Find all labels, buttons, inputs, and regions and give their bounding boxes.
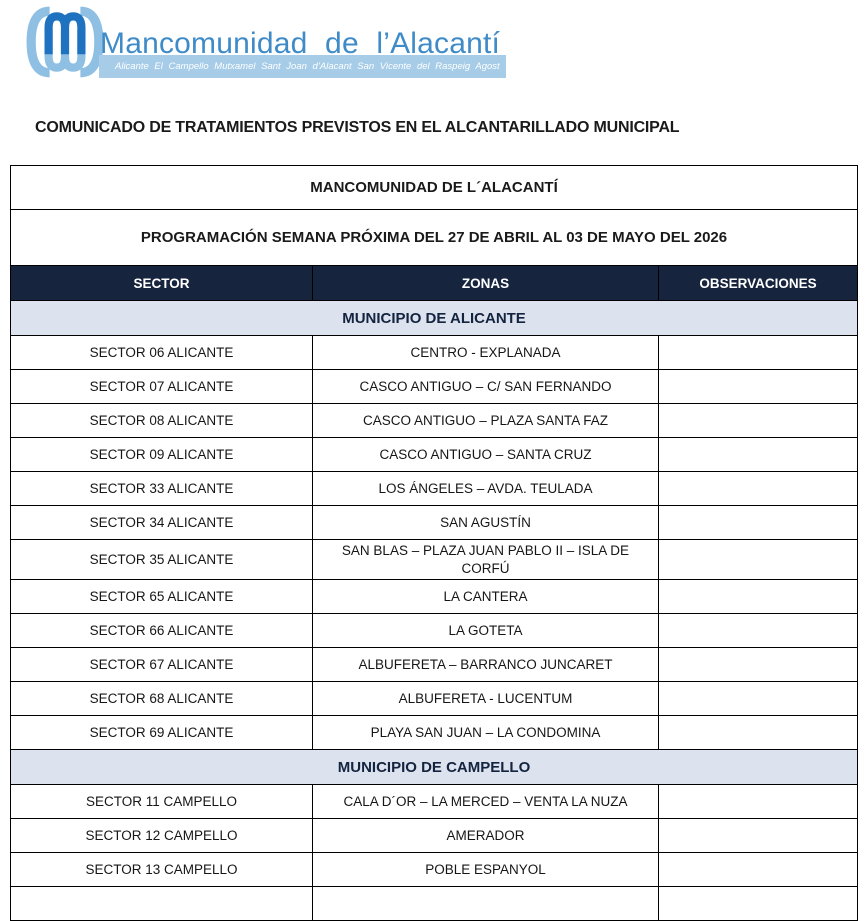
- table-title-row: [11, 166, 858, 210]
- sector-cell: SECTOR 35 ALICANTE: [11, 540, 313, 580]
- observations-cell: [659, 540, 858, 580]
- observations-cell: [659, 887, 858, 921]
- municipalities-list: Alicante El Campello Mutxamel Sant Joan d’Alacant San Vicente del Raspeig Agost: [115, 61, 500, 72]
- sector-cell: SECTOR 13 CAMPELLO: [11, 853, 313, 887]
- table-row: [11, 506, 858, 540]
- zona-cell: LA GOTETA: [313, 614, 659, 648]
- table-row: [11, 614, 858, 648]
- zona-cell: LA CANTERA: [313, 580, 659, 614]
- zona-cell: CASCO ANTIGUO – SANTA CRUZ: [313, 438, 659, 472]
- zona-cell: LOS ÁNGELES – AVDA. TEULADA: [313, 472, 659, 506]
- observations-cell: [659, 404, 858, 438]
- zona-cell: CASCO ANTIGUO – C/ SAN FERNANDO: [313, 370, 659, 404]
- observations-cell: [659, 614, 858, 648]
- table-row: [11, 580, 858, 614]
- observations-cell: [659, 438, 858, 472]
- sector-cell: SECTOR 65 ALICANTE: [11, 580, 313, 614]
- column-header-zonas: ZONAS: [313, 266, 659, 301]
- column-header-row: [11, 266, 858, 301]
- observations-cell: [659, 648, 858, 682]
- observations-cell: [659, 716, 858, 750]
- zona-cell: ALBUFERETA – BARRANCO JUNCARET: [313, 648, 659, 682]
- table-row: [11, 438, 858, 472]
- mancomunidad-logo-icon: [24, 5, 106, 79]
- zona-cell: [313, 887, 659, 921]
- zona-cell: ALBUFERETA - LUCENTUM: [313, 682, 659, 716]
- sector-cell: SECTOR 07 ALICANTE: [11, 370, 313, 404]
- zona-cell: CASCO ANTIGUO – PLAZA SANTA FAZ: [313, 404, 659, 438]
- zona-cell: CALA D´OR – LA MERCED – VENTA LA NUZA: [313, 785, 659, 819]
- sector-cell: SECTOR 66 ALICANTE: [11, 614, 313, 648]
- observations-cell: [659, 682, 858, 716]
- logo-header: [0, 0, 866, 110]
- table-row: [11, 716, 858, 750]
- observations-cell: [659, 336, 858, 370]
- table-subtitle-row: [11, 210, 858, 266]
- table-row-cutoff: [11, 887, 858, 921]
- sector-cell: SECTOR 68 ALICANTE: [11, 682, 313, 716]
- sector-cell: SECTOR 06 ALICANTE: [11, 336, 313, 370]
- table-subtitle: PROGRAMACIÓN SEMANA PRÓXIMA DEL 27 DE ABRIL AL 03 DE MAYO DEL 2026: [11, 210, 858, 266]
- schedule-table: [10, 165, 858, 921]
- sector-cell: SECTOR 34 ALICANTE: [11, 506, 313, 540]
- observations-cell: [659, 819, 858, 853]
- table-row: [11, 785, 858, 819]
- table-title: MANCOMUNIDAD DE L´ALACANTÍ: [11, 166, 858, 210]
- sector-cell: [11, 887, 313, 921]
- observations-cell: [659, 472, 858, 506]
- table-row: [11, 404, 858, 438]
- section-header-campello: [11, 750, 858, 785]
- column-header-sector: SECTOR: [11, 266, 313, 301]
- table-row: [11, 853, 858, 887]
- observations-cell: [659, 370, 858, 404]
- sector-cell: SECTOR 33 ALICANTE: [11, 472, 313, 506]
- table-row: [11, 682, 858, 716]
- page-title: COMUNICADO DE TRATAMIENTOS PREVISTOS EN EL ALCANTARILLADO MUNICIPAL: [35, 119, 680, 136]
- zona-cell: SAN BLAS – PLAZA JUAN PABLO II – ISLA DE CORFÚ: [313, 540, 659, 580]
- sector-cell: SECTOR 69 ALICANTE: [11, 716, 313, 750]
- sector-cell: SECTOR 08 ALICANTE: [11, 404, 313, 438]
- sector-cell: SECTOR 12 CAMPELLO: [11, 819, 313, 853]
- observations-cell: [659, 580, 858, 614]
- observations-cell: [659, 506, 858, 540]
- zona-cell: AMERADOR: [313, 819, 659, 853]
- zona-cell: CENTRO - EXPLANADA: [313, 336, 659, 370]
- observations-cell: [659, 853, 858, 887]
- table-row: [11, 472, 858, 506]
- section-label: MUNICIPIO DE CAMPELLO: [11, 750, 858, 785]
- table-row: [11, 540, 858, 580]
- zona-cell: PLAYA SAN JUAN – LA CONDOMINA: [313, 716, 659, 750]
- brand-name: Mancomunidad de l’Alacantí: [100, 27, 501, 60]
- table-row: [11, 648, 858, 682]
- zona-cell: POBLE ESPANYOL: [313, 853, 659, 887]
- section-label: MUNICIPIO DE ALICANTE: [11, 301, 858, 336]
- column-header-observaciones: OBSERVACIONES: [659, 266, 858, 301]
- table-row: [11, 336, 858, 370]
- sector-cell: SECTOR 67 ALICANTE: [11, 648, 313, 682]
- observations-cell: [659, 785, 858, 819]
- zona-cell: SAN AGUSTÍN: [313, 506, 659, 540]
- sector-cell: SECTOR 11 CAMPELLO: [11, 785, 313, 819]
- table-row: [11, 370, 858, 404]
- section-header-alicante: [11, 301, 858, 336]
- sector-cell: SECTOR 09 ALICANTE: [11, 438, 313, 472]
- table-row: [11, 819, 858, 853]
